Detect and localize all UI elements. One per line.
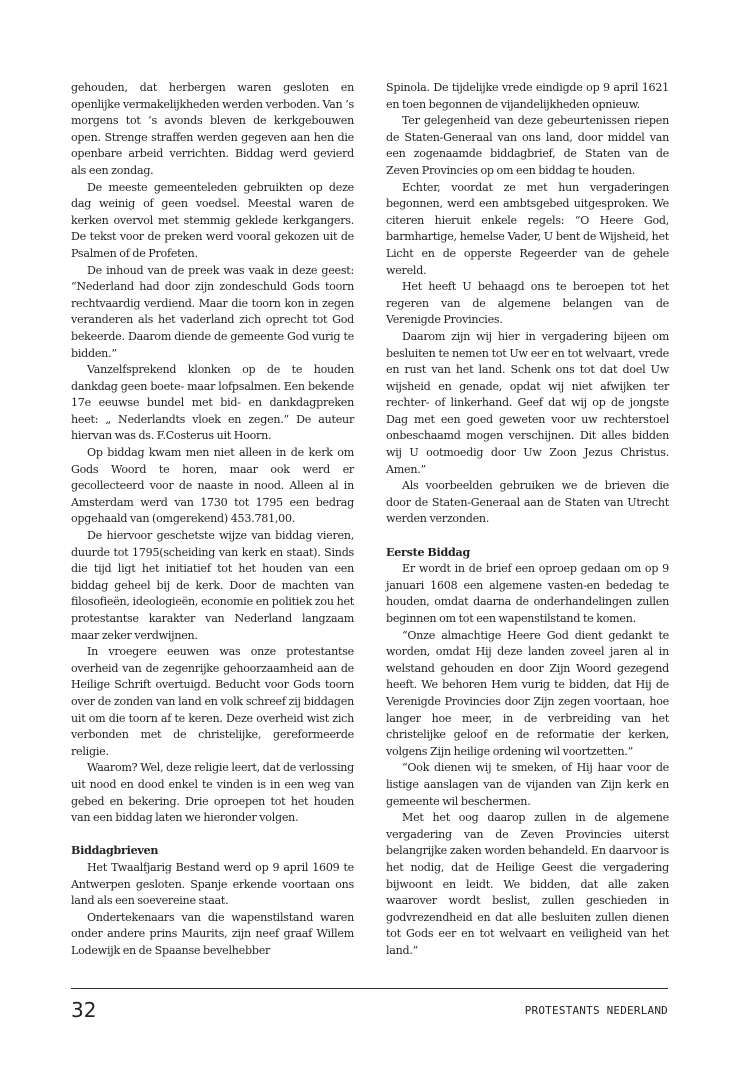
- paragraph: Met het oog daarop zullen in de algemene vergadering van de Zeven Provincies uiterst belangrijke zaken worden behandeld. En daarvoor is het nodig, dat de Heilige Geest die vergadering bijwoont en leidt. We bidden, dat alle zaken waarover wordt beslist, zullen geschieden in godvrezendheid en dat alle besluiten zullen dienen tot Gods eer en tot welvaart en veiligheid van het land.”: [386, 811, 669, 957]
- paragraph: De inhoud van de preek was vaak in deze geest: “Nederland had door zijn zondeschuld Gods toorn rechtvaardig verdiend. Maar die toorn kon in zegen veranderen als het vaderland zich oprecht tot God bekeerde. Daarom diende de gemeente God vurig te bidden.”: [71, 263, 354, 360]
- left-text-column: [71, 80, 354, 959]
- page-number: 32: [71, 998, 97, 1022]
- running-title: PROTESTANTS NEDERLAND: [524, 1004, 668, 1017]
- paragraph: De hiervoor geschetste wijze van biddag vieren, duurde tot 1795(scheiding van kerk en staat). Sinds die tijd ligt het initiatief tot het houden van een biddag geheel bij de kerk. Door de machten van filosofieën, ideologieën, economie en politiek zou het protestantse karakter van Nederland langzaam maar zeker verdwijnen.: [71, 529, 354, 642]
- section-heading-biddagbrieven: Biddagbrieven: [71, 844, 159, 858]
- paragraph: Er wordt in de brief een oproep gedaan om op 9 januari 1608 een algemene vasten-en bededag te houden, omdat daarna de onderhandelingen zullen beginnen om tot een wapenstilstand te komen.: [386, 562, 669, 625]
- paragraph: gehouden, dat herbergen waren gesloten en openlijke vermakelijkheden werden verboden. Van ’s morgens tot ’s avonds bleven de kerkgebouwen open. Strenge straffen werden gegeven aan hen die openbare arbeid verrichten. Biddag werd gevierd als een zondag.: [71, 81, 354, 177]
- paragraph: In vroegere eeuwen was onze protestantse overheid van de zegenrijke gehoorzaamheid aan de Heilige Schrift overtuigd. Beducht voor Gods toorn over de zonden van land en volk schreef zij biddagen uit om die toorn af te keren. Deze overheid wist zich verbonden met de christelijke, gereformeerde religie.: [71, 645, 354, 758]
- paragraph: Echter, voordat ze met hun vergaderingen begonnen, werd een ambtsgebed uitgesproken. We citeren hieruit enkele regels: “O Heere God, barmhartige, hemelse Vader, U bent de Wijsheid, het Licht en de opperste Regeerder van de gehele wereld.: [386, 180, 669, 277]
- footer-divider: [71, 988, 668, 989]
- paragraph: De meeste gemeenteleden gebruikten op deze dag weinig of geen voedsel. Meestal waren de kerken overvol met stemmig geklede kerkgangers. De tekst voor de preken werd vooral gekozen uit de Psalmen of de Profeten.: [71, 180, 354, 260]
- paragraph: “Onze almachtige Heere God dient gedankt te worden, omdat Hij deze landen zoveel jaren al in welstand gehouden en door Zijn Woord gezegend heeft. We behoren Hem vurig te bidden, dat Hij de Verenigde Provincies door Zijn zegen voortaan, hoe langer hoe meer, in de verbreiding van het christelijke geloof en de reformatie der kerken, volgens Zijn heilige ordening wil voortzetten.”: [386, 628, 669, 758]
- paragraph: Spinola. De tijdelijke vrede eindigde op 9 april 1621 en toen begonnen de vijandelijkheden opnieuw.: [386, 81, 669, 111]
- paragraph: Daarom zijn wij hier in vergadering bijeen om besluiten te nemen tot Uw eer en tot welvaart, vrede en rust van het land. Schenk ons tot dat doel Uw wijsheid en genade, opdat wij niet afwijken ter rechter- of linkerhand. Geef dat wij op de jongste Dag met een goed geweten voor uw rechterstoel onbeschaamd mogen verschijnen. Dit alles bidden wij U ootmoedig door Uw Zoon Jezus Christus. Amen.”: [386, 329, 669, 476]
- paragraph: Het heeft U behaagd ons te beroepen tot het regeren van de algemene belangen van de Verenigde Provincies.: [386, 280, 669, 327]
- paragraph: Vanzelfsprekend klonken op de te houden dankdag geen boete- maar lofpsalmen. Een bekende 17e eeuwse bundel met bid- en dankdagpreken heet: „ Nederlandts vloek en zegen.” De auteur hiervan was ds. F.Costerus uit Hoorn.: [71, 363, 354, 443]
- paragraph: “Ook dienen wij te smeken, of Hij haar voor de listige aanslagen van de vijanden van Zijn kerk en gemeente wil beschermen.: [386, 761, 669, 808]
- paragraph: Op biddag kwam men niet alleen in de kerk om Gods Woord te horen, maar ook werd er gecollecteerd voor de naaste in nood. Alleen al in Amsterdam werd van 1730 tot 1795 een bedrag opgehaald van (omgerekend) 453.781,00.: [71, 446, 354, 526]
- right-text-column: [386, 80, 669, 959]
- paragraph: Ter gelegenheid van deze gebeurtenissen riepen de Staten-Generaal van ons land, door middel van een zogenaamde biddagbrief, de Staten van de Zeven Provincies op om een biddag te houden.: [386, 114, 669, 177]
- paragraph: Het Twaalfjarig Bestand werd op 9 april 1609 te Antwerpen gesloten. Spanje erkende voortaan ons land als een soevereine staat.: [71, 860, 354, 908]
- section-heading-eerste-biddag: Eerste Biddag: [386, 545, 470, 559]
- paragraph: Ondertekenaars van die wapenstilstand waren onder andere prins Maurits, zijn neef graaf Willem Lodewijk en de Spaanse bevelhebber: [71, 910, 354, 957]
- paragraph: Als voorbeelden gebruiken we de brieven die door de Staten-Generaal aan de Staten van Utrecht werden verzonden.: [386, 479, 669, 526]
- paragraph: Waarom? Wel, deze religie leert, dat de verlossing uit nood en dood enkel te vinden is in een weg van gebed en bekering. Drie oproepen tot het houden van een biddag laten we hieronder volgen.: [71, 761, 354, 825]
